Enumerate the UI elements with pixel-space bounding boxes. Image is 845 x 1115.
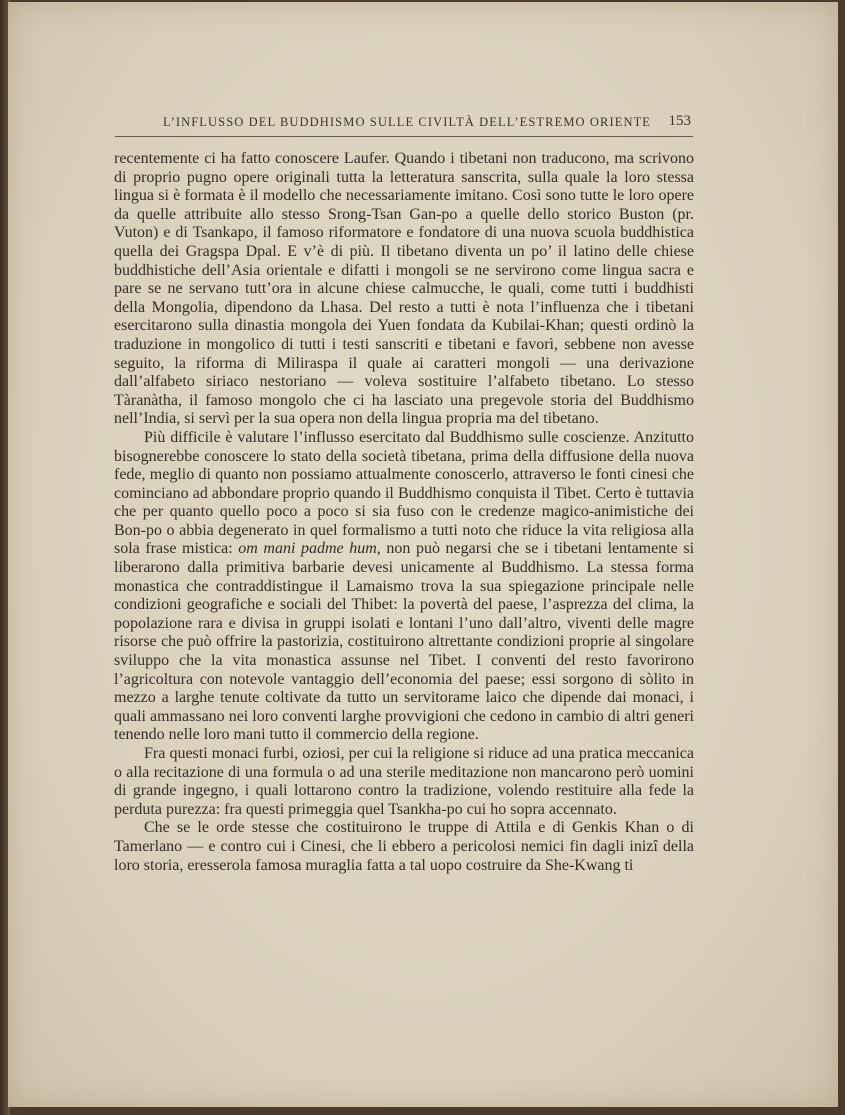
page-number: 153 [668,113,691,129]
paragraph [114,745,694,819]
text-run: Più difficile è valutare l’influsso esercitato dal Buddhismo sulle coscienze. Anzitutto bisognerebbe conoscere lo stato della società tibetana, prima della diffusione della nuova fede, meglio di quanto non possiamo attualmente conoscerlo, attraverso le fonti cinesi che cominciano ad abbondare proprio quando il Buddhismo conquista il Tibet. Certo è tuttavia che per quanto quello poco a poco si sia fuso con le credenze magico-animistiche dei Bon-po o abbia degenerato in quel formalismo a tutti noto che riduce la vita religiosa alla sola frase mistica: [114,428,694,558]
paragraph [114,150,694,429]
running-title: L’INFLUSSO DEL BUDDHISMO SULLE CIVILTÀ DELL’ESTREMO ORIENTE [163,115,652,129]
body-text [114,150,694,875]
text-run: Che se le orde stesse che costituirono le truppe di Attila e di Genkis Khan o di Tamerlano — e contro cui i Cinesi, che li ebbero a pericolosi nemici fin dagli inizî della loro storia, eresserola famosa muraglia fatta a tal uopo costruire da She-Kwang ti [114,819,694,874]
text-run: recentemente ci ha fatto conoscere Laufer. Quando i tibetani non traducono, ma scrivono di proprio pugno opere originali tutta la letteratura sanscrita, sulla quale la loro stessa lingua si è formata è il modello che necessariamente imitano. Così sono tutte le loro opere da quelle attribuite allo stesso Srong-Tsan Gan-po a quelle dello storico Buston (pr. Vuton) e di Tsankapo, il famoso riformatore e fondatore di una nuova scuola buddhistica quella dei Gragspa Dpal. E v’è di più. Il tibetano diventa un po’ il latino delle chiese buddhistiche dell’Asia orientale e difatti i mongoli se ne servirono come lingua sacra e pare se ne servano tutt’ora in alcune chiese calmucche, le quali, come tutti i buddhisti della Mongolia, dipendono da Lhasa. Del resto a tutti è nota l’influenza che i tibetani esercitarono sulla dinastia mongola dei Yuen fondata da Kubilai-Khan; questi ordinò la traduzione in mongolico di tutti i testi sanscriti e tibetani e favorì, sebbene non avesse seguito, la riforma di Miliraspa il quale ai caratteri mongoli — una derivazione dall’alfabeto siriaco nestoriano — voleva sostituire l’alfabeto tibetano. Lo stesso Tàranàtha, il famoso mongolo che ci ha lasciato una pregevole storia del Buddhismo nell’India, si servì per la sua opera non della lingua propria ma del tibetano. [114,150,694,428]
paragraph [114,819,694,875]
paragraph [114,429,694,745]
text-run: Fra questi monaci furbi, oziosi, per cui la religione si riduce ad una pratica meccanica o alla recitazione di una formula o ad una sterile meditazione non mancarono però uomini di grande ingegno, i quali lottarono contro la tradizione, volendo restituire alla fede la perduta purezza: fra questi primeggia quel Tsankha-po cui ho sopra accennato. [114,745,694,818]
text-run: , non può negarsi che se i tibetani lentamente si liberarono dalla primitiva barbarie devesi unicamente al Buddhismo. La stessa forma monastica che contraddistingue il Lamaismo trova la sua spiegazione principale nelle condizioni geografiche e sociali del Thibet: la povertà del paese, l’asprezza del clima, la popolazione rara e divisa in gruppi isolati e lontani l’uno dall’altro, viventi delle magre risorse che può offrire la pastorizia, costituirono altrettante condizioni proprie al singolare sviluppo che la vita monastica assunse nel Tibet. I conventi del resto favorirono l’agricoltura con notevole vantaggio dell’economia del paese; essi sorgono di sòlito in mezzo a larghe tenute coltivate da tutto un servitorame laico che dipende dai monaci, i quali ammassano nei loro conventi larghe provvigioni che cedono in cambio di altri generi tenendo nelle loro mani tutto il commercio della regione. [114,540,695,744]
italic-phrase: om mani padme hum [238,540,377,558]
running-header [115,112,693,137]
